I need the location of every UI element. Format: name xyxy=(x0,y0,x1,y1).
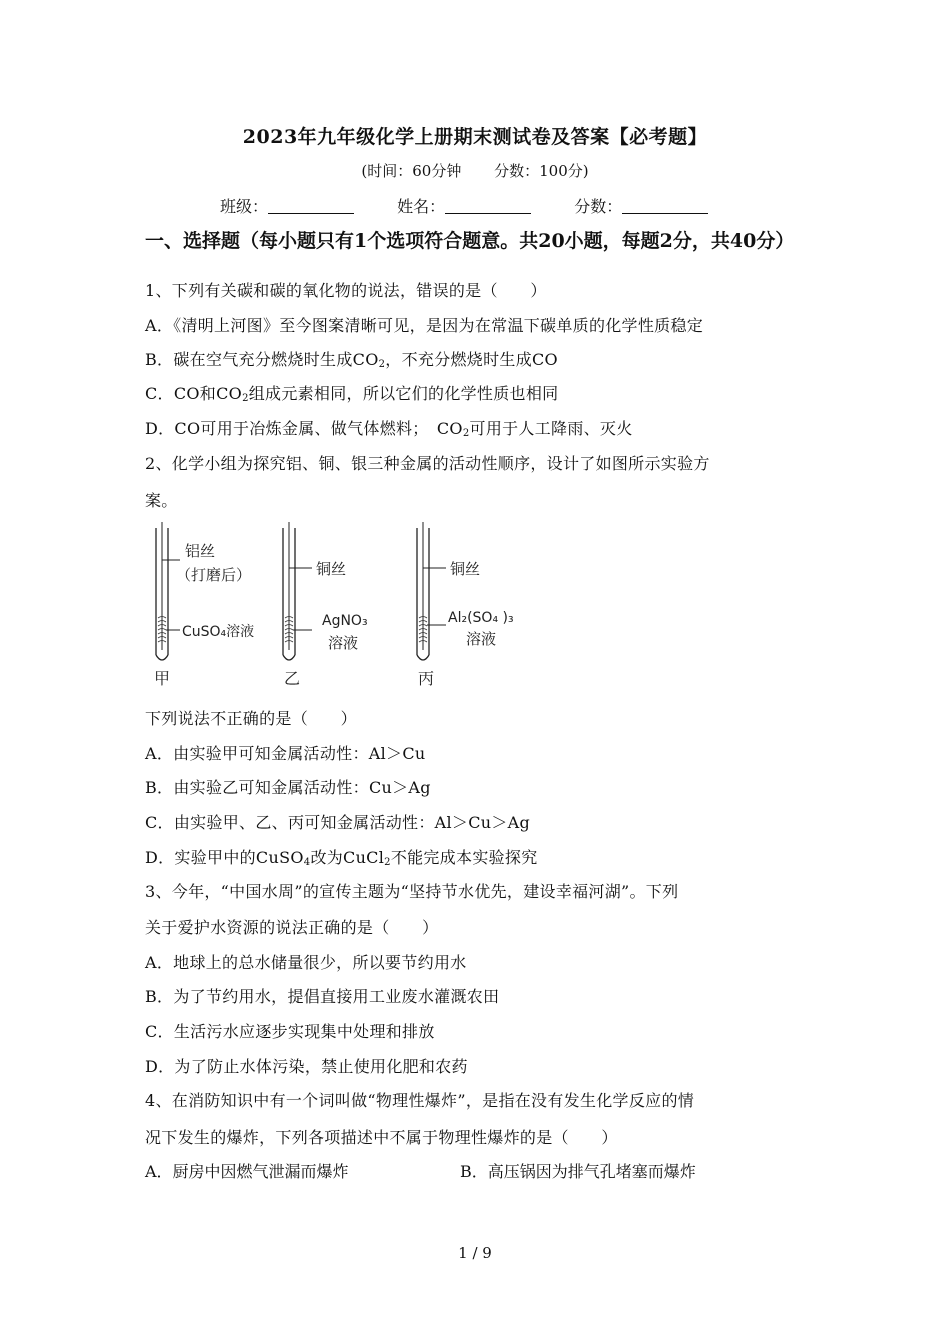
q1-option-c: C．CO和$CO_2$组成元素相同，所以它们的化学性质也相同 xyxy=(145,384,559,404)
name-blank xyxy=(445,199,531,214)
q4-stem-line1: 4、在消防知识中有一个词叫做“物理性爆炸”，是指在没有发生化学反应的情 xyxy=(145,1091,695,1110)
q2-option-a: A．由实验甲可知金属活动性：Al＞Cu xyxy=(145,744,426,763)
exam-subtitle xyxy=(0,160,950,181)
label-tube-jia: 甲 xyxy=(154,669,171,688)
q3-option-b: B．为了节约用水，提倡直接用工业废水灌溉农田 xyxy=(145,987,500,1006)
time-info: (时间：60分钟 xyxy=(361,162,462,180)
name-label: 姓名： xyxy=(397,197,446,216)
student-info-line xyxy=(220,194,746,217)
q2-prompt: 下列说法不正确的是（ ） xyxy=(145,709,357,728)
label-agno3: AgNO₃ xyxy=(322,613,368,629)
q3-stem-line1: 3、今年，“中国水周”的宣传主题为“坚持节水优先，建设幸福河湖”。下列 xyxy=(145,882,679,901)
q2-option-b: B．由实验乙可知金属活动性：Cu＞Ag xyxy=(145,778,431,797)
section-title: 一、选择题（每小题只有1个选项符合题意。共20小题，每题2分，共40分） xyxy=(145,230,795,252)
label-cuso4-solution: CuSO₄溶液 xyxy=(182,624,255,640)
q2-option-d: D．实验甲中的CuSO$_4$改为CuCl$_2$不能完成本实验探究 xyxy=(145,848,538,868)
label-aluminum-wire: 铝丝 xyxy=(185,542,216,560)
label-solution-3: 溶液 xyxy=(466,630,497,648)
q2-stem-line1: 2、化学小组为探究铝、铜、银三种金属的活动性顺序，设计了如图所示实验方 xyxy=(145,454,710,473)
q4-option-a: A．厨房中因燃气泄漏而爆炸 xyxy=(145,1162,349,1181)
label-tube-bing: 丙 xyxy=(418,669,435,688)
q4-stem-line2: 况下发生的爆炸，下列各项描述中不属于物理性爆炸的是（ ） xyxy=(145,1128,618,1147)
label-solution-2: 溶液 xyxy=(328,634,359,652)
test-tube-jia xyxy=(154,522,254,688)
class-blank xyxy=(268,199,354,214)
label-polished: （打磨后） xyxy=(176,566,252,584)
score-label: 分数： xyxy=(574,197,623,216)
q1-stem: 1、下列有关碳和碳的氧化物的说法，错误的是（ ） xyxy=(145,281,547,300)
q4-options-row xyxy=(145,1159,696,1182)
test-tube-yi xyxy=(283,522,368,688)
page-title: 2023年九年级化学上册期末测试卷及答案【必考题】 xyxy=(242,126,708,148)
q3-option-c: C．生活污水应逐步实现集中处理和排放 xyxy=(145,1022,435,1041)
label-copper-wire-2: 铜丝 xyxy=(450,560,481,578)
q1-option-b: B．碳在空气充分燃烧时生成$CO_2$，不充分燃烧时生成CO xyxy=(145,350,558,370)
q2-stem-line2: 案。 xyxy=(145,491,178,510)
q3-stem-line2: 关于爱护水资源的说法正确的是（ ） xyxy=(145,918,439,937)
q1-option-a: A．《清明上河图》至今图案清晰可见，是因为在常温下碳单质的化学性质稳定 xyxy=(145,316,704,335)
label-copper-wire-1: 铜丝 xyxy=(316,560,347,578)
page-number: 1 / 9 xyxy=(458,1244,492,1262)
q3-option-a: A．地球上的总水储量很少，所以要节约用水 xyxy=(145,953,467,972)
q3-option-d: D．为了防止水体污染，禁止使用化肥和农药 xyxy=(145,1057,468,1076)
label-al2so43: Al₂(SO₄ )₃ xyxy=(448,610,514,626)
experiment-figure xyxy=(140,520,540,695)
q2-option-c: C．由实验甲、乙、丙可知金属活动性：Al＞Cu＞Ag xyxy=(145,813,531,832)
class-label: 班级： xyxy=(220,197,269,216)
test-tube-bing xyxy=(417,522,514,688)
q1-option-d: D．CO可用于冶炼金属、做气体燃料； $CO_2$可用于人工降雨、灭火 xyxy=(145,419,633,439)
score-info: 分数：100分) xyxy=(494,162,589,180)
q4-option-b: B．高压锅因为排气孔堵塞而爆炸 xyxy=(460,1162,696,1181)
score-blank xyxy=(622,199,708,214)
label-tube-yi: 乙 xyxy=(284,669,301,688)
